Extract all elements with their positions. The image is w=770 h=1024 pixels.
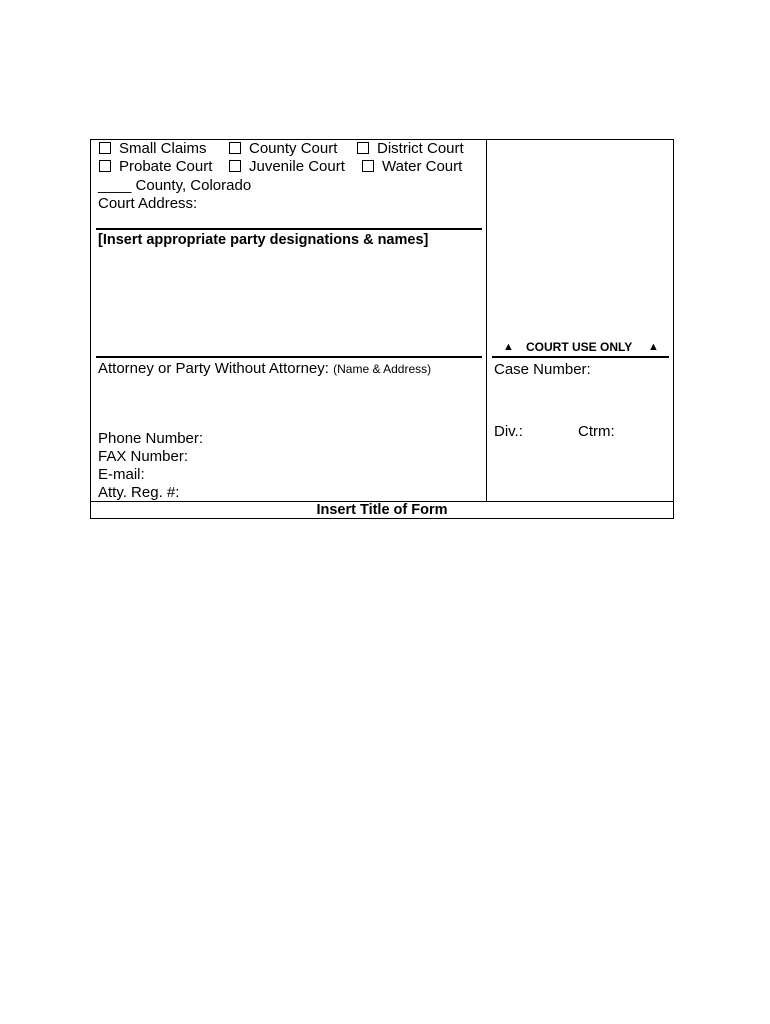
juvenile-court-checkbox[interactable]	[229, 160, 241, 172]
option-water-court[interactable]	[362, 158, 462, 176]
county-court-label: County Court	[249, 140, 338, 157]
attorney-label-line	[98, 360, 431, 378]
section-divider-middle	[96, 356, 482, 358]
court-caption-form	[90, 139, 674, 519]
court-use-only-label: COURT USE ONLY	[526, 340, 633, 354]
district-court-label: District Court	[377, 140, 464, 157]
phone-label: Phone Number:	[98, 430, 204, 447]
juvenile-court-label: Juvenile Court	[249, 158, 345, 175]
court-address-label: Court Address:	[98, 195, 198, 212]
div-label: Div.:	[494, 423, 523, 440]
court-use-divider	[492, 356, 669, 358]
section-divider-top	[96, 228, 482, 230]
court-options-row-1	[97, 140, 477, 158]
option-county-court[interactable]	[229, 140, 337, 158]
column-divider	[486, 140, 487, 501]
option-small-claims[interactable]	[99, 140, 207, 158]
small-claims-label: Small Claims	[119, 140, 207, 157]
option-district-court[interactable]	[357, 140, 464, 158]
form-title[interactable]: Insert Title of Form	[91, 501, 673, 519]
water-court-checkbox[interactable]	[362, 160, 374, 172]
arrow-up-icon-left: ▲	[503, 341, 514, 353]
fax-label: FAX Number:	[98, 448, 189, 465]
water-court-label: Water Court	[382, 158, 463, 175]
district-court-checkbox[interactable]	[357, 142, 369, 154]
party-designations[interactable]: [Insert appropriate party designations & names]	[98, 232, 429, 248]
case-number-label: Case Number:	[494, 361, 591, 378]
court-options-row-2	[97, 158, 477, 176]
small-claims-checkbox[interactable]	[99, 142, 111, 154]
attorney-hint: (Name & Address)	[333, 362, 432, 376]
arrow-up-icon-right: ▲	[648, 341, 659, 353]
ctrm-label: Ctrm:	[578, 423, 615, 440]
atty-reg-label: Atty. Reg. #:	[98, 484, 180, 501]
email-label: E-mail:	[98, 466, 145, 483]
probate-court-label: Probate Court	[119, 158, 213, 175]
option-juvenile-court[interactable]	[229, 158, 345, 176]
probate-court-checkbox[interactable]	[99, 160, 111, 172]
county-court-checkbox[interactable]	[229, 142, 241, 154]
attorney-label: Attorney or Party Without Attorney:	[98, 360, 329, 377]
option-probate-court[interactable]	[99, 158, 212, 176]
county-line[interactable]: ____ County, Colorado	[98, 177, 252, 194]
